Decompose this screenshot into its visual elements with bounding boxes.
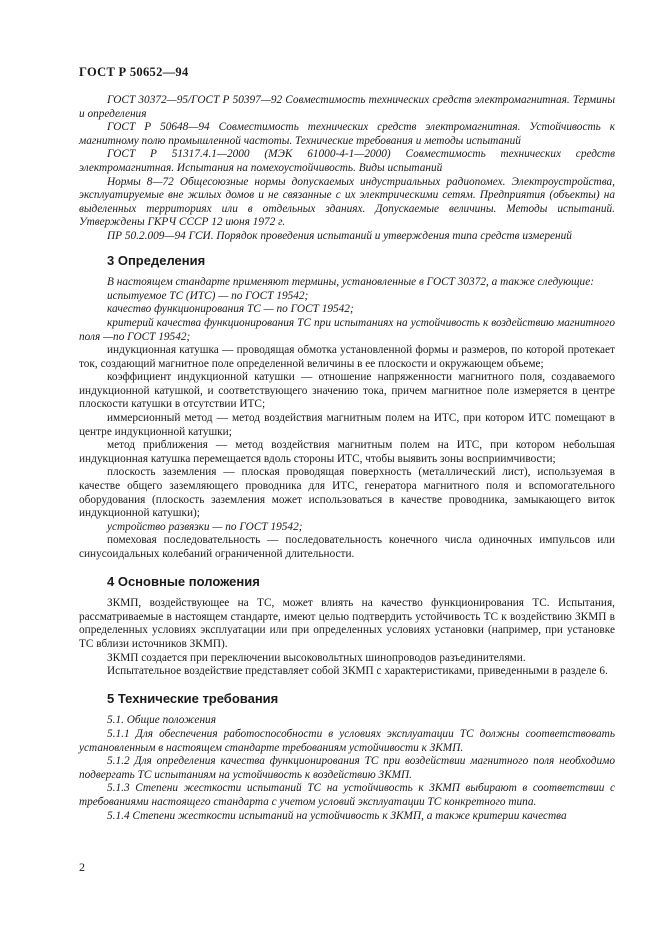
- definition-term: устройство развязки — по ГОСТ 19542;: [107, 520, 303, 533]
- section-5-paragraph: 5.1.3 Степени жесткости испытаний ТС на устойчивость к ЗКМП выбирают в соответствии с требованиями настоящего стандарта с учетом условий эксплуатации ТС конкретного типа.: [79, 782, 615, 808]
- definitions-list: [79, 290, 615, 562]
- definition-term: качество функционирования ТС — по ГОСТ 19542;: [107, 303, 354, 316]
- definition-term: критерий качества функционирования ТС при испытаниях на устойчивость к воздействию магнитного поля —по ГОСТ 19542;: [79, 316, 615, 343]
- reference-item: ГОСТ 30372—95/ГОСТ Р 50397—92 Совместимость технических средств электромагнитная. Термины и определения: [79, 94, 615, 120]
- definition-term: метод приближения — метод воздействия магнитным полем на ИТС, при котором небольшая индукционная катушка перемещается вдоль стороны ИТС, чтобы выявить зоны восприимчивости;: [79, 439, 615, 465]
- section-3-intro: В настоящем стандарте применяют термины, установленные в ГОСТ 30372, а также следующие:: [107, 276, 594, 289]
- section-5-heading: 5 Технические требования: [107, 690, 279, 706]
- reference-item: Нормы 8—72 Общесоюзные нормы допускаемых индустриальных радиопомех. Электроустройства, эксплуатируемые вне жилых домов и не связанные с их электрическими сетям. Предприятия (объекты) на выделенных территориях или в отдельных зданиях. Допускаемые величины. Методы испытаний. Утверждены ГКРЧ СССР 12 июня 1972 г.: [79, 175, 615, 229]
- section-5-paragraph: 5.1.1 Для обеспечения работоспособности в условиях эксплуатации ТС должны соответствовать установленным в настоящем стандарте требованиям устойчивости к ЗКМП.: [79, 727, 615, 754]
- section-5-paragraph: 5.1. Общие положения: [107, 714, 216, 727]
- definition-term: иммерсионный метод — метод воздействия магнитным полем на ИТС, при котором ИТС помещают в центре индукционной катушки;: [79, 412, 615, 438]
- section-3-heading: 3 Определения: [107, 252, 206, 268]
- definition-term: помеховая последовательность — последовательность конечного числа одиночных импульсов или синусоидальных колебаний ограниченной длительности.: [79, 534, 615, 560]
- section-4-heading: 4 Основные положения: [107, 573, 260, 589]
- section-4-paragraph: Испытательное воздействие представляет собой ЗКМП с характеристиками, приведенными в разделе 6.: [107, 665, 608, 678]
- reference-item: ПР 50.2.009—94 ГСИ. Порядок проведения испытаний и утверждения типа средств измерений: [107, 229, 572, 242]
- normative-references: [79, 94, 615, 244]
- definition-term: плоскость заземления — плоская проводящая поверхность (металлический лист), используемая в качестве общего заземляющего проводника для ИТС, генератора магнитного поля и вспомогательного оборудования (плоскость заземления может использоваться в качестве проводника, замыкающего виток индукционной катушки);: [79, 466, 615, 520]
- document-header: ГОСТ Р 50652—94: [79, 65, 189, 79]
- definition-term: испытуемое ТС (ИТС) — по ГОСТ 19542;: [107, 289, 309, 302]
- section-5-paragraph: 5.1.2 Для определения качества функционирования ТС при воздействии магнитного поля необходимо подвергать ТС испытаниям на устойчивость к воздействию ЗКМП.: [79, 755, 615, 781]
- page-number: 2: [79, 860, 85, 874]
- section-4-paragraph: ЗКМП создается при переключении высоковольтных шинопроводов разъединителями.: [107, 651, 526, 664]
- section-5-paragraph: 5.1.4 Степени жесткости испытаний на устойчивость к ЗКМП, а также критерии качества: [107, 809, 567, 822]
- definition-term: коэффициент индукционной катушки — отношение напряженности магнитного поля, создаваемого индукционной катушкой, и соответствующего значению тока, причем магнитное поле измеряется в центре плоскости катушки в отсутствии ИТС;: [79, 371, 615, 411]
- reference-item: ГОСТ Р 51317.4.1—2000 (МЭК 61000-4-1—2000) Совместимость технических средств электромагнитная. Испытания на помехоустойчивость. Виды испытаний: [79, 148, 615, 174]
- reference-item: ГОСТ Р 50648—94 Совместимость технических средств электромагнитная. Устойчивость к магнитному полю промышленной частоты. Технические требования и методы испытаний: [79, 121, 615, 147]
- section-4-paragraph: ЗКМП, воздействующее на ТС, может влиять на качество функционирования ТС. Испытания, рассматриваемые в настоящем стандарте, имеют целью подтвердить устойчивость ТС к воздействию ЗКМП в определенных условиях эксплуатации или при определенных условиях установки (например, при установке ТС вблизи источников ЗКМП).: [79, 597, 615, 650]
- page-body: [79, 94, 615, 823]
- definition-term: индукционная катушка — проводящая обмотка установленной формы и размеров, по которой протекает ток, создающий магнитное поле определенной величины в ее плоскости и окружающем объеме;: [79, 344, 615, 370]
